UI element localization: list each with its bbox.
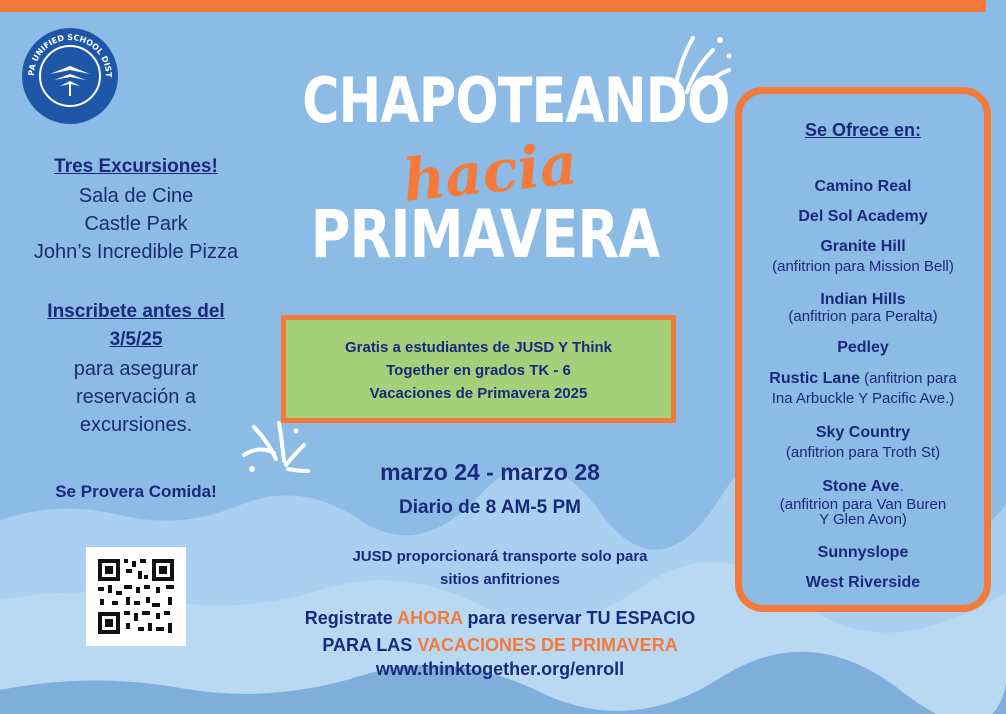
splash-icon bbox=[234, 415, 314, 485]
enroll-line: excursiones. bbox=[79, 414, 193, 436]
site-item: Indian Hills bbox=[820, 291, 906, 308]
trip-item: Castle Park bbox=[84, 213, 188, 235]
now-highlight: AHORA bbox=[397, 608, 463, 628]
title-line-1: CHAPOTEANDO bbox=[302, 64, 730, 137]
sites-heading: Se Ofrece en: bbox=[804, 120, 922, 140]
trips-section bbox=[10, 156, 262, 266]
site-note: Y Glen Avon) bbox=[819, 511, 907, 528]
transport-note bbox=[290, 545, 710, 591]
title-line-2: hacia bbox=[399, 129, 581, 215]
enroll-heading: Inscribete antes del bbox=[47, 301, 225, 322]
district-logo bbox=[20, 26, 120, 126]
food-note: Se Provera Comida! bbox=[55, 482, 217, 501]
site-item-rustic-lane: Rustic Lane (anfitrion para bbox=[769, 370, 957, 387]
svg-text:JURUPA UNIFIED SCHOOL DISTRICT: PA UNIFIED SCHOOL DIST bbox=[26, 32, 114, 78]
site-item: Pedley bbox=[837, 339, 889, 356]
site-item: Sky Country bbox=[815, 424, 911, 441]
transport-line: sitios anfitriones bbox=[439, 571, 561, 588]
register-line-1: Registrate AHORA para reservar TU ESPACIO bbox=[304, 608, 696, 628]
top-accent-bar bbox=[0, 0, 986, 12]
enroll-date: 3/5/25 bbox=[109, 329, 163, 350]
site-item: Granite Hill bbox=[820, 238, 906, 255]
site-item: Camino Real bbox=[814, 178, 912, 195]
free-info-line: Vacaciones de Primavera 2025 bbox=[369, 385, 588, 402]
enroll-link[interactable]: www.thinktogether.org/enroll bbox=[375, 659, 625, 679]
title-line-3: PRIMAVERA bbox=[310, 196, 660, 273]
sites-panel bbox=[735, 87, 991, 612]
register-line-2: PARA LAS VACACIONES DE PRIMAVERA bbox=[322, 635, 678, 655]
site-item: West Riverside bbox=[805, 574, 921, 591]
site-note: (anfitrion para Peralta) bbox=[788, 308, 938, 325]
site-note: Ina Arbuckle Y Pacific Ave.) bbox=[771, 390, 955, 407]
daily-hours: Diario de 8 AM-5 PM bbox=[399, 497, 581, 518]
site-note: (anfitrion para Troth St) bbox=[785, 444, 941, 461]
site-note: (anfitrion para Mission Bell) bbox=[772, 258, 954, 275]
site-note: (anfitrion para Van Buren bbox=[779, 496, 947, 513]
transport-line: JUSD proporcionará transporte solo para bbox=[352, 548, 648, 565]
free-info-line: Together en grados TK - 6 bbox=[386, 362, 571, 379]
trip-item: John’s Incredible Pizza bbox=[33, 241, 239, 263]
trips-heading: Tres Excursiones! bbox=[54, 156, 218, 177]
enroll-line: para asegurar bbox=[73, 358, 199, 380]
free-info-box bbox=[281, 315, 676, 423]
qr-code bbox=[86, 547, 186, 646]
vacation-highlight: VACACIONES DE PRIMAVERA bbox=[417, 635, 678, 655]
free-info-line: Gratis a estudiantes de JUSD Y Think bbox=[344, 339, 613, 356]
splash-icon bbox=[665, 30, 735, 95]
enroll-section bbox=[10, 299, 262, 439]
site-item: Sunnyslope bbox=[817, 544, 909, 561]
enroll-line: reservación a bbox=[75, 386, 197, 408]
trip-item: Sala de Cine bbox=[78, 185, 194, 207]
site-item-stone-ave: Stone Ave. bbox=[822, 478, 904, 495]
date-range: marzo 24 - marzo 28 bbox=[380, 459, 600, 485]
site-item: Del Sol Academy bbox=[798, 208, 928, 225]
